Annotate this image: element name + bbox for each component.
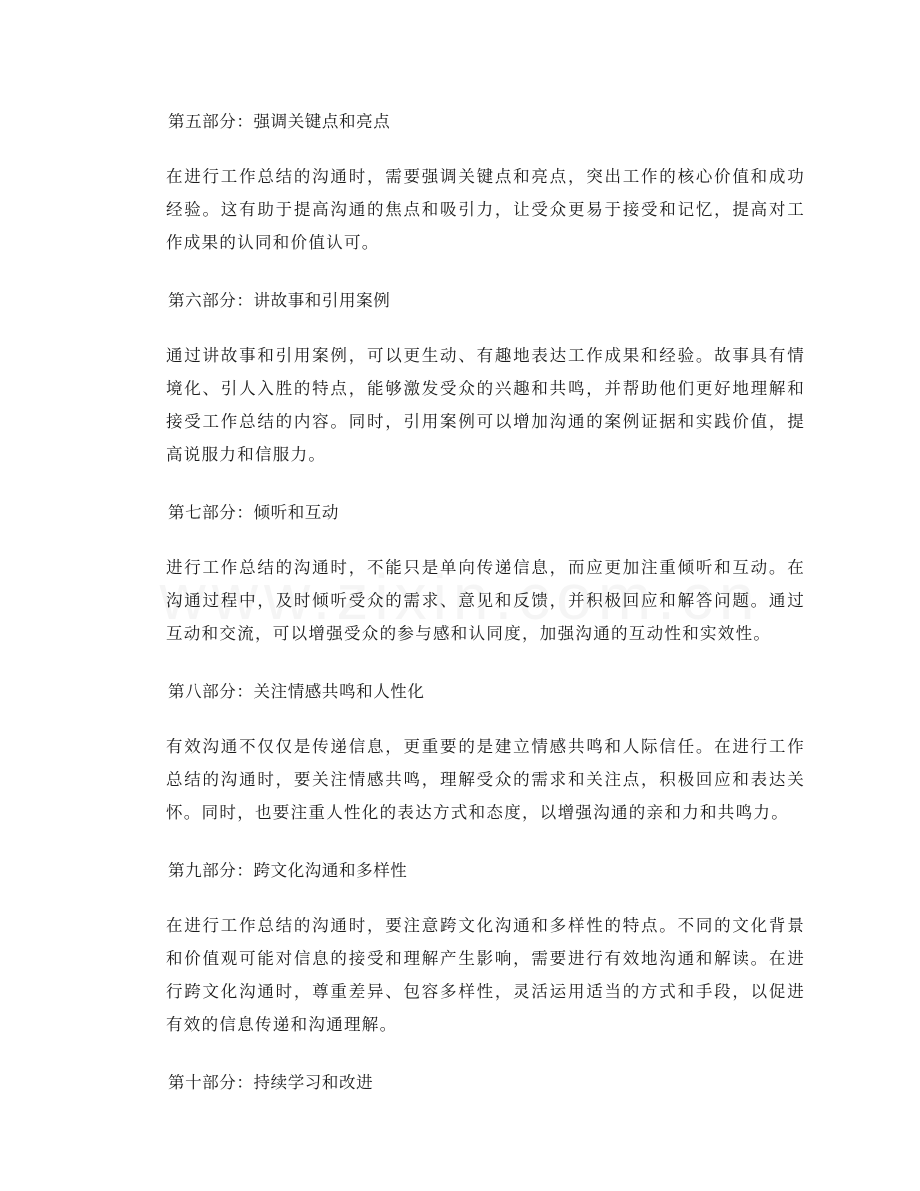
section-paragraph-6: 通过讲故事和引用案例，可以更生动、有趣地表达工作成果和经验。故事具有情境化、引人入胜的特点，能够激发受众的兴趣和共鸣，并帮助他们更好地理解和接受工作总结的内容。同时，引用案例可以增加沟通的案例证据和实践价值，提高说服力和信服力。 [166,346,805,464]
section-heading-8: 第八部分：关注情感共鸣和人性化 [168,682,425,701]
section-heading-5: 第五部分：强调关键点和亮点 [168,112,391,131]
section-paragraph-7: 进行工作总结的沟通时，不能只是单向传递信息，而应更加注重倾听和互动。在沟通过程中，及时倾听受众的需求、意见和反馈，并积极回应和解答问题。通过互动和交流，可以增强受众的参与感和认同度，加强沟通的互动性和实效性。 [166,558,805,643]
section-heading-6: 第六部分：讲故事和引用案例 [168,291,391,310]
section-paragraph-9: 在进行工作总结的沟通时，要注意跨文化沟通和多样性的特点。不同的文化背景和价值观可能对信息的接受和理解产生影响，需要进行有效地沟通和解读。在进行跨文化沟通时，尊重差异、包容多样性，灵活运用适当的方式和手段，以促进有效的信息传递和沟通理解。 [166,916,805,1034]
section-heading-9: 第九部分：跨文化沟通和多样性 [168,861,408,880]
section-heading-10: 第十部分：持续学习和改进 [168,1073,374,1092]
section-heading-7: 第七部分：倾听和互动 [168,503,339,522]
section-paragraph-5: 在进行工作总结的沟通时，需要强调关键点和亮点，突出工作的核心价值和成功经验。这有助于提高沟通的焦点和吸引力，让受众更易于接受和记忆，提高对工作成果的认同和价值认可。 [166,167,805,252]
section-paragraph-8: 有效沟通不仅仅是传递信息，更重要的是建立情感共鸣和人际信任。在进行工作总结的沟通时，要关注情感共鸣，理解受众的需求和关注点，积极回应和表达关怀。同时，也要注重人性化的表达方式和态度，以增强沟通的亲和力和共鸣力。 [166,737,805,822]
